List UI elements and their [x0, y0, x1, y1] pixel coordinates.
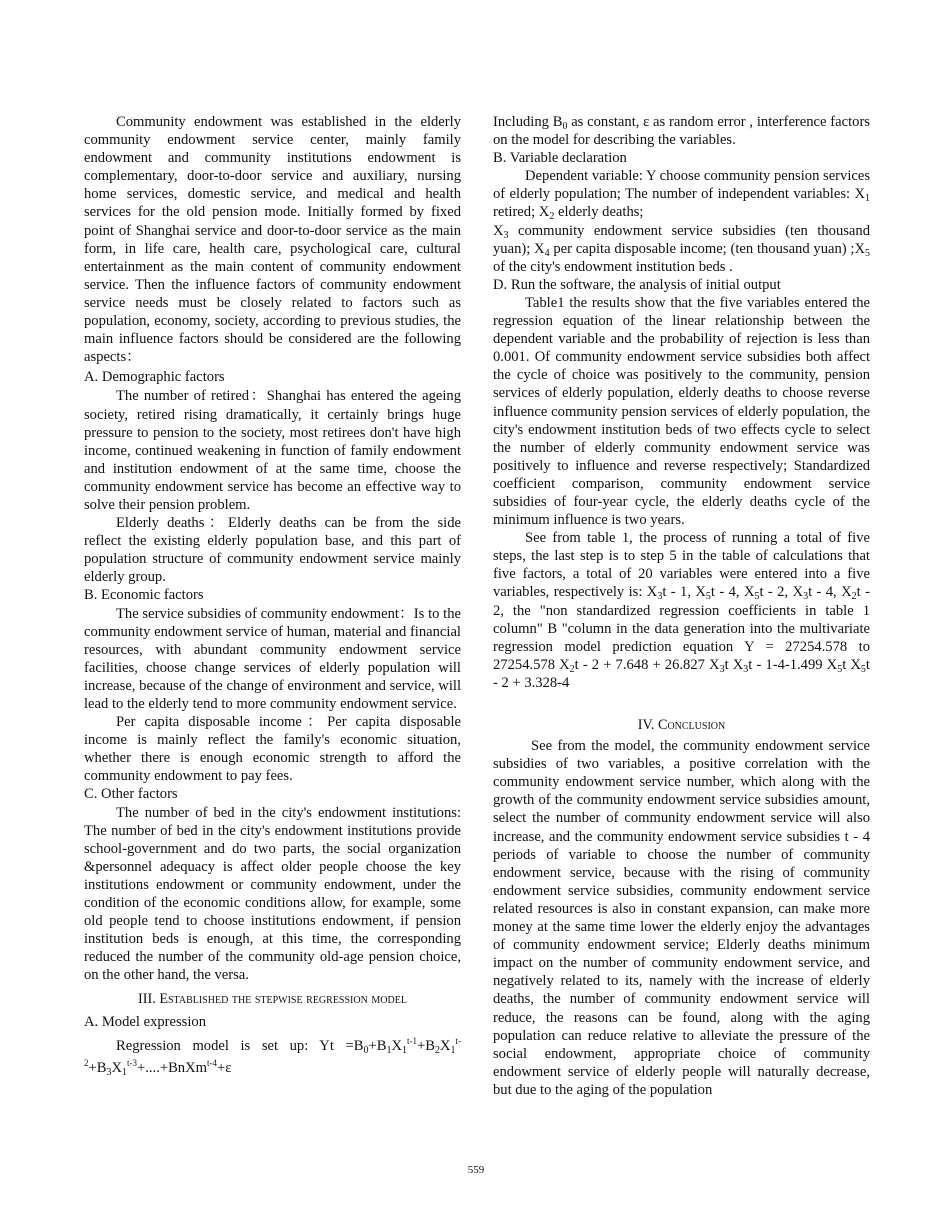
text-segment: retired; X — [493, 204, 550, 221]
text-segment: X — [493, 222, 504, 239]
subscript: 1 — [122, 1066, 128, 1078]
independent-variables-paragraph — [493, 222, 870, 276]
subscript: 0 — [562, 121, 568, 132]
subscript: 3 — [657, 591, 663, 603]
text-segment: t - 2 + 7.648 + 26.827 X — [574, 656, 720, 673]
text-segment: X — [391, 1037, 402, 1054]
superscript: t-2 — [84, 1035, 461, 1068]
intro-paragraph — [84, 113, 461, 366]
dependent-variable-paragraph — [493, 167, 870, 221]
left-column — [84, 113, 461, 1079]
right-column — [493, 113, 870, 1099]
superscript: t-4 — [207, 1057, 217, 1068]
subscript: 1 — [865, 193, 870, 205]
text-segment: of the city's endowment institution beds . — [493, 258, 733, 275]
retired-paragraph — [84, 387, 461, 514]
text-segment: X — [111, 1059, 123, 1076]
text-segment: community endowment service subsidies (ten thousand yuan); X — [493, 222, 870, 257]
text-segment: The service subsidies of community endowment：Is to the community endowment service of human, material and financial resources, with abundant community endowment service facilities, choose change services of elderly population will increase, because of the change of environment and service, will lead to the elderly tend to more community endowment service. — [84, 605, 461, 712]
including-paragraph — [493, 113, 870, 149]
deaths-paragraph — [84, 514, 461, 586]
text-segment: t - 2, X — [759, 584, 804, 601]
text-segment: Dependent variable: Y choose community pension services of elderly population; The number of independent variables: X — [493, 168, 871, 203]
subscript: 4 — [544, 247, 550, 259]
text-segment: t - 1-4-1.499 X — [748, 656, 838, 673]
subscript: 2 — [549, 211, 555, 223]
text-segment: See from table 1, the process of running a total of five steps, the last step is to step 5 in the table of calculations that five factors, a total of 20 variables were entered into a five variables, respectively is: X — [493, 530, 870, 601]
text-segment: t - 2, the "non standardized regression coefficients in table 1 column" B "column in the data generation into the multivariate regression model prediction equation Y = 27254.578 to 27254.578 X — [493, 584, 870, 673]
text-segment: Table1 the results show that the five variables entered the regression equation of the linear relationship between the dependent variable and the probability of rejection is less than 0.001. Of community endowment service subsidies both affect the cycle of choice was positively to the community, pension services of elderly population, elderly deaths to choose reverse influence community pension services of elderly population, the city's endowment institution beds of two effects cycle to select the number of elderly community endowment service was positively to influence and reverse respectively; Standardized coefficient comparison, community endowment service subsidies of four-year cycle, the elderly deaths cycle of the minimum influence is two years. — [493, 294, 870, 529]
text-segment: +B — [416, 1037, 435, 1054]
text-segment: +B — [368, 1037, 387, 1054]
subscript: 1 — [386, 1044, 392, 1056]
beds-paragraph — [84, 804, 461, 985]
text-segment: The number of bed in the city's endowment institutions: The number of bed in the city's endowment institutions provide school-government and do two parts, the social organization &personnel adequacy is affect older people choose the key institutions endowment or community endowment, under the condition of the economic conditions allow, for example, some old people tend to choose institutions endowment, if pension institution beds is enough, at this time, the corresponding reduced the number of the community old-age pension choice, on the other hand, the versa. — [84, 804, 461, 984]
subheading-variable-declaration: B. Variable declaration — [493, 150, 627, 167]
text-segment: Regression model is set up: Yt =B — [116, 1037, 364, 1054]
subheading-model-expression: A. Model expression — [84, 1013, 207, 1030]
subscript: 2 — [569, 663, 575, 675]
subscript: 2 — [851, 591, 857, 603]
page-number: 559 — [467, 1164, 485, 1176]
text-segment: The number of retired：Shanghai has entered the ageing society, retired rising dramatically, it certainly brings huge pressure to pension to the society, most retirees don't have high income, continued weakening in function of family endowment and institution endowment of at the same time, choose the community endowment service has become an effective way to solve their pension problem. — [84, 388, 461, 513]
subscript: 2 — [434, 1044, 440, 1056]
text-segment: X — [439, 1037, 451, 1054]
conclusion-paragraph — [493, 737, 870, 1099]
subscript: 5 — [864, 247, 870, 259]
subheading-run-software: D. Run the software, the analysis of initial output — [493, 276, 781, 293]
text-segment: See from the model, the community endowment service subsidies of two variables, a positive correlation with the community endowment service number, which along with the growth of the community endowment service subsidies amount, select the number of community endowment service will also increase, and the community endowment service subsidies t - 4 periods of variable to choose the number of community endowment service, because with the rising of community endowment service subsidies, community endowment service related resources is also in constant expansion, can make more money at the same time lower the elderly enjoy the advantages of community endowment service; Elderly deaths minimum impact on the number of community endowment service, and negatively related to its, namely with the increase of elderly deaths, the number of community endowment service will reduce, the reasons can be found, along with the aging population can reduce relative to alleviate the pressure of the social endowment, appropriate choice of community endowment service of elderly people will naturally decrease, but due to the aging of the population — [493, 738, 870, 1098]
section-heading-iv: IV. Conclusion — [637, 717, 726, 733]
text-segment: Including B — [493, 114, 563, 130]
subscript: 3 — [803, 591, 809, 603]
subscript: 3 — [743, 663, 749, 675]
text-segment: elderly deaths; — [554, 204, 644, 221]
text-segment: +ε — [217, 1059, 232, 1076]
text-segment: +....+BnXm — [137, 1059, 207, 1076]
text-segment: t - 4, X — [808, 584, 852, 601]
superscript: t-3 — [127, 1057, 138, 1068]
subscript: 5 — [754, 591, 760, 603]
text-segment: Community endowment was established in the elderly community endowment service center, mainly family endowment and community institutions endowment is complementary, door-to-door service and auxiliary, nursing home services, domestic service, and medical and health services for the old pension mode. Initially formed by fixed point of Shanghai service and door-to-door service as the main form, in life care, health care, psychological care, cultural entertainment as the main content of community endowment service. Then the influence factors of community endowment service needs must be closely related to factors such as population, economy, society, according to previous studies, the main influence factors should be considered are the following aspects： — [84, 114, 461, 366]
subscript: 5 — [860, 663, 866, 675]
subscript: 0 — [363, 1044, 369, 1056]
subscript: 1 — [450, 1044, 456, 1056]
text-segment: t - 1, X — [662, 584, 706, 601]
text-segment: t - 2 + 3.328-4 — [493, 656, 870, 691]
superscript: t-1 — [406, 1035, 417, 1046]
subheading-demographic-factors: A. Demographic factors — [84, 369, 225, 386]
subscript: 3 — [719, 663, 725, 675]
table1-paragraph — [493, 294, 870, 529]
subsidies-paragraph — [84, 605, 461, 714]
text-segment: as constant, ε as random error , interference factors on the model for describing the variables. — [493, 114, 870, 149]
section-heading-iii: III. Established the stepwise regression model — [138, 990, 407, 1007]
text-segment: t X — [842, 656, 861, 673]
text-segment: per capita disposable income; (ten thousand yuan) ;X — [549, 240, 865, 257]
subheading-economic-factors: B. Economic factors — [84, 587, 204, 604]
text-segment: Per capita disposable income：Per capita disposable income is mainly reflect the family's economic situation, whether there is enough economic strength to afford the community endowment to pay fees. — [84, 714, 461, 785]
subscript: 3 — [106, 1066, 112, 1078]
text-segment: Elderly deaths：Elderly deaths can be from the side reflect the existing elderly population base, and this part of population structure of community endowment service mainly elderly group. — [84, 515, 461, 586]
text-segment: +B — [88, 1059, 107, 1076]
income-paragraph — [84, 713, 461, 785]
subheading-other-factors: C. Other factors — [84, 786, 178, 803]
subscript: 5 — [705, 591, 711, 603]
text-segment: t - 4, X — [710, 584, 755, 601]
text-segment: t X — [724, 656, 744, 673]
model-equation-paragraph — [84, 1035, 461, 1079]
subscript: 1 — [401, 1044, 407, 1056]
subscript: 5 — [837, 663, 843, 675]
subscript: 3 — [503, 229, 509, 241]
see-from-table-paragraph — [493, 529, 870, 692]
